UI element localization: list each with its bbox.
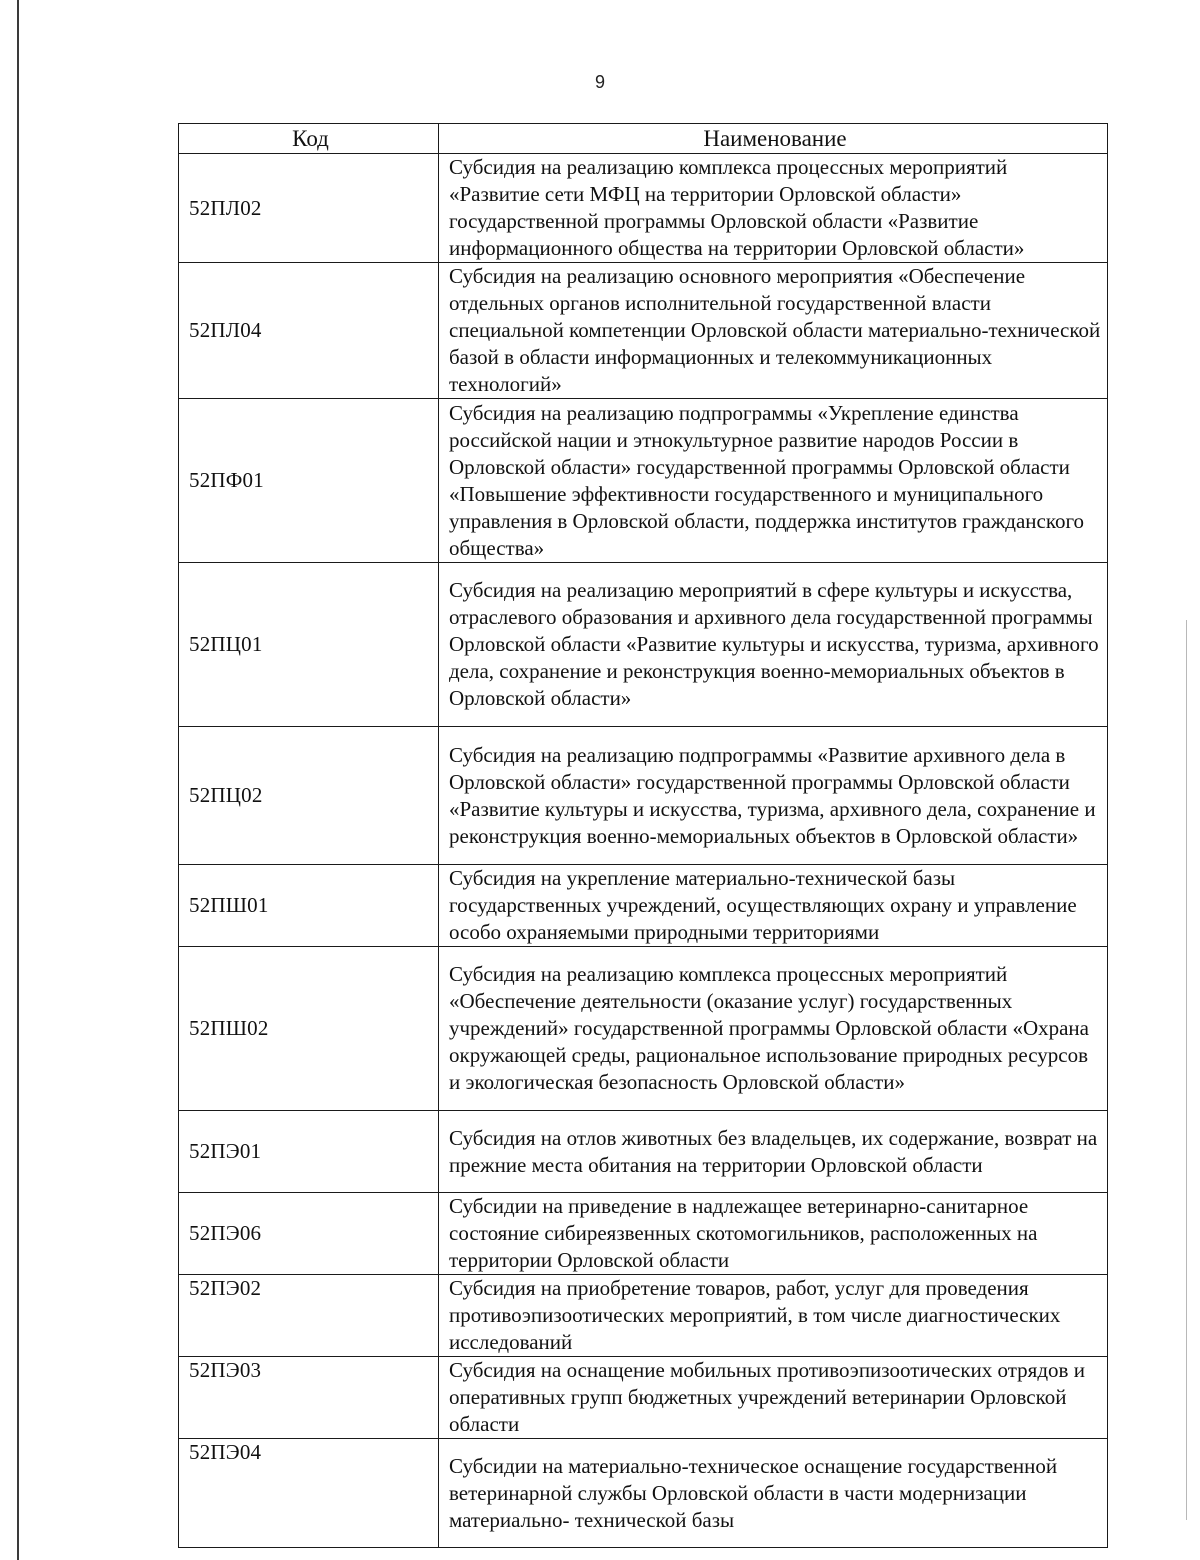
row-code: 52ПЭ06 <box>179 1193 439 1275</box>
row-name: Субсидия на реализацию подпрограммы «Развитие архивного дела в Орловской области» государственной программы Орловской области «Развитие культуры и искусства, туризма, архивного дела, сохранение и реконструкция военно-мемориальных объектов в Орловской области» <box>439 727 1108 865</box>
row-code: 52ПЛ04 <box>179 263 439 399</box>
table-row <box>179 1275 1108 1357</box>
row-code: 52ПЭ01 <box>179 1111 439 1193</box>
table-header-row <box>179 124 1108 154</box>
scan-right-edge <box>1186 620 1187 1520</box>
row-name: Субсидии на материально-техническое оснащение государственной ветеринарной службы Орловской области в части модернизации материально- технической базы <box>439 1439 1108 1548</box>
row-name: Субсидия на реализацию основного мероприятия «Обеспечение отдельных органов исполнительной государственной власти специальной компетенции Орловской области материально-технической базой в области информационных и телекоммуникационных технологий» <box>439 263 1108 399</box>
row-name: Субсидия на оснащение мобильных противоэпизоотических отрядов и оперативных групп бюджетных учреждений ветеринарии Орловской области <box>439 1357 1108 1439</box>
row-name: Субсидия на приобретение товаров, работ, услуг для проведения противоэпизоотических мероприятий, в том числе диагностических исследований <box>439 1275 1108 1357</box>
table-row <box>179 1357 1108 1439</box>
table-row <box>179 399 1108 563</box>
row-code: 52ПЛ02 <box>179 154 439 263</box>
row-name: Субсидия на реализацию комплекса процессных мероприятий «Развитие сети МФЦ на территории Орловской области» государственной программы Орловской области «Развитие информационного общества на территории Орловской области» <box>439 154 1108 263</box>
row-code: 52ПЭ04 <box>179 1439 439 1548</box>
scan-left-edge <box>17 0 19 1560</box>
table-row <box>179 865 1108 947</box>
row-name: Субсидия на реализацию комплекса процессных мероприятий «Обеспечение деятельности (оказание услуг) государственных учреждений» государственной программы Орловской области «Охрана окружающей среды, рациональное использование природных ресурсов и экологическая безопасность Орловской области» <box>439 947 1108 1111</box>
row-name: Субсидия на реализацию подпрограммы «Укрепление единства российской нации и этнокультурное развитие народов России в Орловской области» государственной программы Орловской области «Повышение эффективности государственного и муниципального управления в Орловской области, поддержка институтов гражданского общества» <box>439 399 1108 563</box>
table-row <box>179 1193 1108 1275</box>
row-name: Субсидия на укрепление материально-технической базы государственных учреждений, осуществляющих охрану и управление особо охраняемыми природными территориями <box>439 865 1108 947</box>
budget-codes-table <box>178 123 1108 1548</box>
row-code: 52ПЭ02 <box>179 1275 439 1357</box>
row-code: 52ПЦ01 <box>179 563 439 727</box>
row-code: 52ПШ01 <box>179 865 439 947</box>
row-name: Субсидия на реализацию мероприятий в сфере культуры и искусства, отраслевого образования и архивного дела государственной программы Орловской области «Развитие культуры и искусства, туризма, архивного дела, сохранение и реконструкция военно-мемориальных объектов в Орловской области» <box>439 563 1108 727</box>
row-name: Субсидия на отлов животных без владельцев, их содержание, возврат на прежние места обитания на территории Орловской области <box>439 1111 1108 1193</box>
page-number: 9 <box>594 72 605 92</box>
row-code: 52ПШ02 <box>179 947 439 1111</box>
table-row <box>179 154 1108 263</box>
table-row <box>179 947 1108 1111</box>
table-row <box>179 1111 1108 1193</box>
row-name: Субсидии на приведение в надлежащее ветеринарно-санитарное состояние сибиреязвенных скотомогильников, расположенных на территории Орловской области <box>439 1193 1108 1275</box>
table-row <box>179 563 1108 727</box>
table-row <box>179 263 1108 399</box>
row-code: 52ПФ01 <box>179 399 439 563</box>
row-code: 52ПЭ03 <box>179 1357 439 1439</box>
table-row <box>179 1439 1108 1548</box>
table-row <box>179 727 1108 865</box>
column-header-code: Код <box>179 124 439 154</box>
row-code: 52ПЦ02 <box>179 727 439 865</box>
column-header-name: Наименование <box>439 124 1108 154</box>
